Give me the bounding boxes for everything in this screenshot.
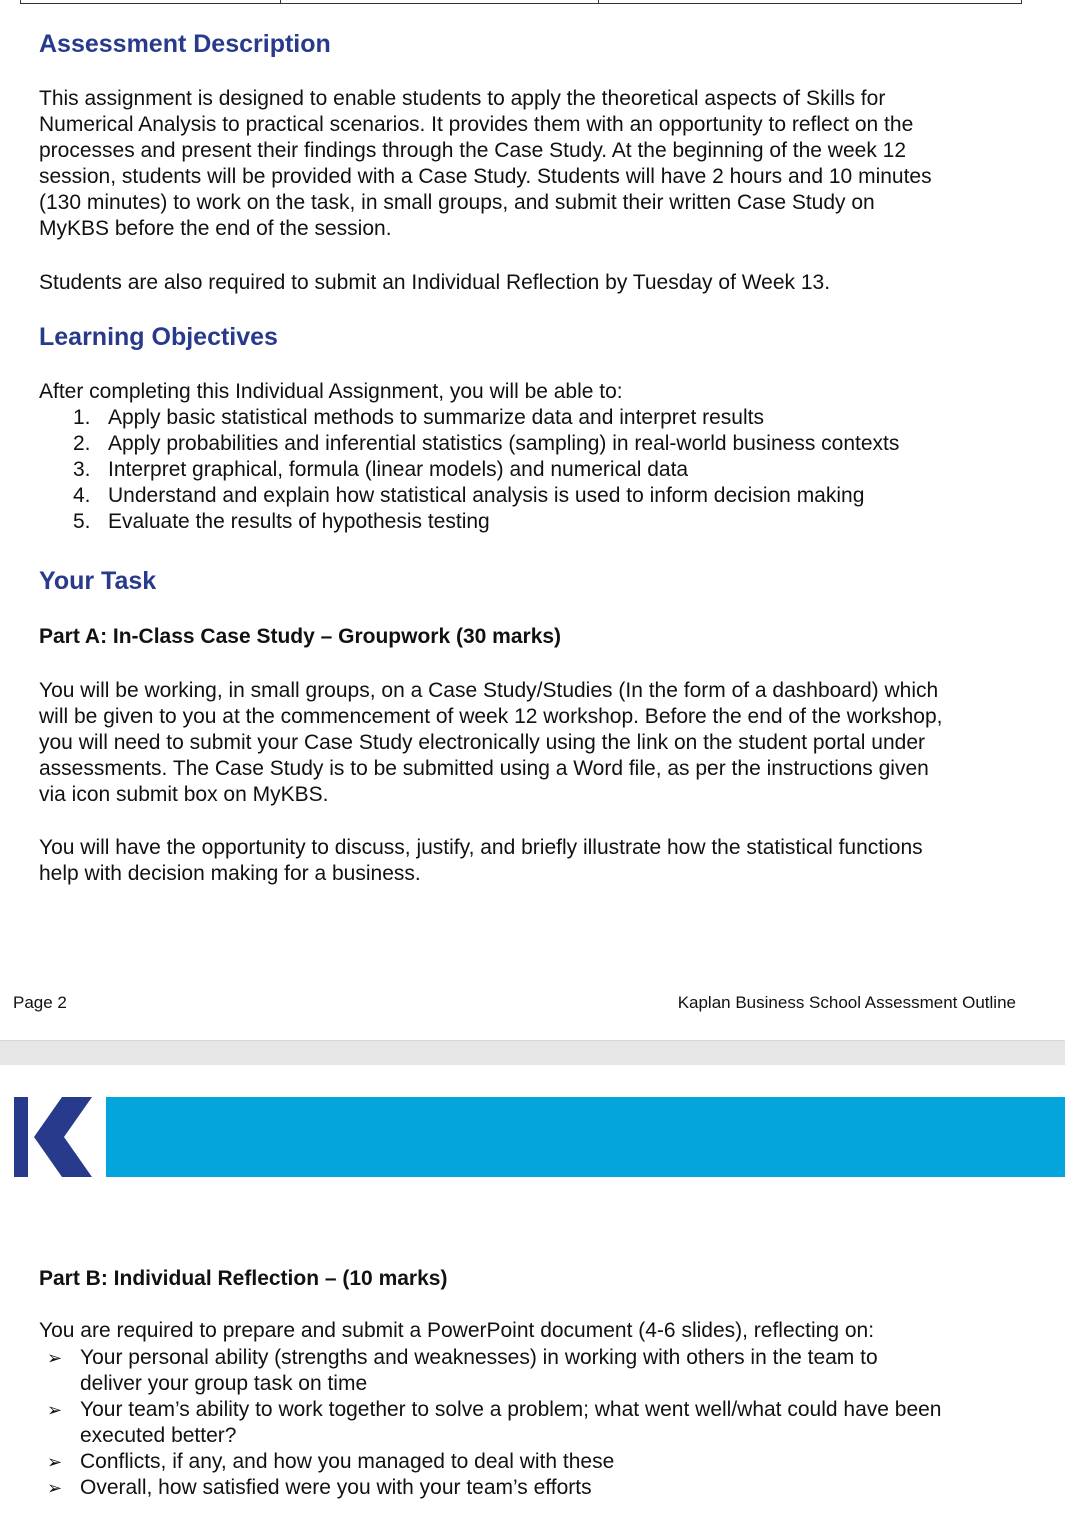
- text-line: MyKBS before the end of the session.: [39, 217, 392, 240]
- text-line: session, students will be provided with a Case Study. Students will have 2 hours and 10 minutes: [39, 165, 932, 188]
- list-item: 1. Apply basic statistical methods to summarize data and interpret results: [73, 406, 764, 429]
- text-line: you will need to submit your Case Study electronically using the link on the student portal under: [39, 731, 925, 754]
- arrow-bullet-icon: ➢: [47, 1400, 63, 1420]
- your-task-heading: Your Task: [39, 567, 157, 595]
- list-item: 2. Apply probabilities and inferential statistics (sampling) in real-world business contexts: [73, 432, 900, 455]
- page-number: Page 2: [13, 993, 67, 1012]
- list-item: ➢ Conflicts, if any, and how you managed to deal with these: [47, 1450, 615, 1473]
- kaplan-k-logo-icon: [14, 1097, 94, 1177]
- text-line: will be given to you at the commencement of week 12 workshop. Before the end of the workshop,: [39, 705, 943, 728]
- arrow-bullet-icon: ➢: [47, 1478, 63, 1498]
- table-bottom-edge: [20, 0, 1022, 4]
- list-item: 3. Interpret graphical, formula (linear models) and numerical data: [73, 458, 689, 481]
- text-line: help with decision making for a business.: [39, 862, 421, 885]
- learning-objectives-list: [73, 405, 899, 535]
- list-item: ➢ Your team’s ability to work together to solve a problem; what went well/what could have been executed better?: [47, 1398, 942, 1447]
- arrow-bullet-icon: ➢: [47, 1452, 63, 1472]
- text-line: This assignment is designed to enable students to apply the theoretical aspects of Skills for: [39, 87, 886, 110]
- part-b-intro: You are required to prepare and submit a PowerPoint document (4-6 slides), reflecting on:: [39, 1319, 875, 1342]
- text-line: assessments. The Case Study is to be submitted using a Word file, as per the instructions given: [39, 757, 929, 780]
- text-line: via icon submit box on MyKBS.: [39, 783, 329, 806]
- part-a-title: Part A: In-Class Case Study – Groupwork (30 marks): [39, 625, 562, 648]
- part-a-paragraph-2: [39, 835, 1029, 887]
- assessment-description-paragraph: [39, 86, 1029, 242]
- text-line: You will be working, in small groups, on a Case Study/Studies (In the form of a dashboard) which: [39, 679, 939, 702]
- reflection-list: [47, 1345, 1037, 1501]
- header-banner: [106, 1097, 1065, 1177]
- part-a-paragraph-1: [39, 678, 1029, 808]
- list-item: 5. Evaluate the results of hypothesis testing: [73, 510, 490, 533]
- page-separator: [0, 1040, 1065, 1066]
- assessment-description-heading: Assessment Description: [39, 30, 331, 58]
- arrow-bullet-icon: ➢: [47, 1348, 63, 1368]
- individual-reflection-note: Students are also required to submit an Individual Reflection by Tuesday of Week 13.: [39, 271, 831, 294]
- text-line: Numerical Analysis to practical scenarios. It provides them with an opportunity to reflect on the: [39, 113, 914, 136]
- list-item: ➢ Overall, how satisfied were you with your team’s efforts: [47, 1476, 592, 1499]
- list-item: ➢ Your personal ability (strengths and weaknesses) in working with others in the team to deliver your group task on time: [47, 1346, 878, 1395]
- text-line: processes and present their findings through the Case Study. At the beginning of the week 12: [39, 139, 907, 162]
- text-line: (130 minutes) to work on the task, in small groups, and submit their written Case Study on: [39, 191, 875, 214]
- part-b-title: Part B: Individual Reflection – (10 marks): [39, 1267, 448, 1290]
- text-line: You will have the opportunity to discuss, justify, and briefly illustrate how the statistical functions: [39, 836, 923, 859]
- learning-objectives-intro: After completing this Individual Assignment, you will be able to:: [39, 380, 623, 403]
- learning-objectives-heading: Learning Objectives: [39, 323, 278, 351]
- footer-document-title: Kaplan Business School Assessment Outline: [677, 993, 1016, 1012]
- list-item: 4. Understand and explain how statistical analysis is used to inform decision making: [73, 484, 865, 507]
